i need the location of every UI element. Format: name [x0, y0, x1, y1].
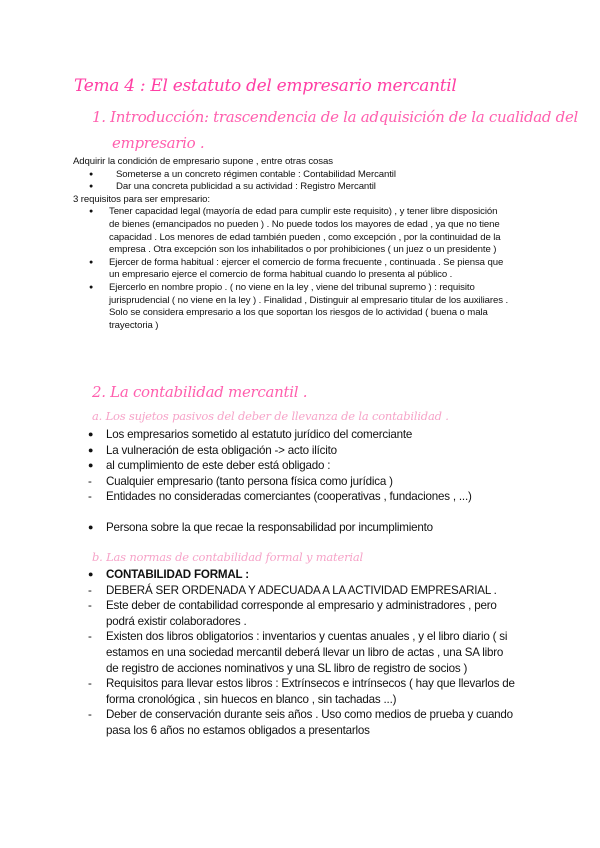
dash-marker: -: [88, 630, 92, 644]
section-2-heading: 2. La contabilidad mercantil .: [92, 383, 308, 401]
bullet-icon: ●: [89, 183, 94, 191]
list-item: ● La vulneración de esta obligación -> acto ilícito: [88, 443, 337, 457]
requirements-list: [89, 206, 509, 332]
intro-text: Adquirir la condición de empresario supone , entre otras cosas: [73, 156, 333, 167]
subsection-b-heading: b. Las normas de contabilidad formal y material: [92, 550, 363, 564]
bullet-icon: ●: [88, 521, 94, 532]
list-item: ● Someterse a un concreto régimen contable : Contabilidad Mercantil: [89, 168, 396, 180]
list-item: ● Tener capacidad legal (mayoría de edad para cumplir este requisito) , y tener libre disposición de bienes (emancipados no pueden ) . No puede todos los mayores de edad , ya que no tiene capacidad . Los menores de edad también pueden , como excepción , por la continuidad de la empresa . Otra excepción son los inhabilitados o por prohibiciones ( un juez o un presidente ): [89, 206, 501, 256]
list-item: ● Los empresarios sometido al estatuto jurídico del comerciante: [88, 428, 413, 441]
formal-accounting-list: [88, 567, 518, 739]
list-item: ● Dar una concreta publicidad a su actividad : Registro Mercantil: [89, 181, 376, 193]
dash-marker: -: [88, 583, 92, 597]
bullet-icon: ●: [89, 283, 94, 291]
bullet-icon: ●: [89, 208, 94, 216]
dash-marker: -: [88, 677, 92, 691]
dash-marker: -: [88, 708, 92, 722]
list-item: - Existen dos libros obligatorios : inventarios y cuentas anuales , y el libro diario ( si estamos en una sociedad mercantil deberá llevar un libro de actas , una SA libro de registro de acciones nominativos y una SL libro de registro de socios ): [88, 630, 508, 675]
dash-marker: -: [88, 599, 92, 613]
consequence-list: [89, 169, 523, 194]
dash-marker: -: [88, 490, 92, 504]
section-1-heading-cont: empresario .: [112, 134, 205, 152]
list-item: ● Persona sobre la que recae la responsabilidad por incumplimiento: [88, 520, 433, 534]
list-item: ● CONTABILIDAD FORMAL :: [88, 568, 249, 581]
section-1-heading: 1. Introducción: trascendencia de la adquisición de la cualidad del: [92, 108, 579, 126]
page-title: Tema 4 : El estatuto del empresario mercantil: [74, 76, 457, 96]
subsection-a-heading: a. Los sujetos pasivos del deber de llevanza de la contabilidad .: [92, 409, 449, 423]
subsection-a-body: [88, 427, 528, 536]
list-item: - Cualquier empresario (tanto persona física como jurídica ): [88, 474, 393, 488]
list-item: - Requisitos para llevar estos libros : Extrínsecos e intrínsecos ( hay que llevarlos de forma cronológica , sin huecos en blanco , sin tachadas ...): [88, 677, 515, 706]
dash-marker: -: [88, 474, 92, 488]
bullet-icon: ●: [89, 170, 94, 178]
list-item: ● Ejercerlo en nombre propio . ( no viene en la ley , viene del tribunal supremo ) : requisito jurisprudencial ( no viene en la ley ) . Finalidad , Distinguir al empresario titular de los auxiliares . Solo se considera empresario a los que soportan los riesgos de lo actividad ( buena o mala trayectoria ): [89, 281, 509, 331]
list-item: ● al cumplimiento de este deber está obligado :: [88, 459, 331, 473]
bullet-icon: ●: [89, 258, 94, 266]
requirements-intro: 3 requisitos para ser empresario:: [73, 193, 210, 205]
list-item: ● Ejercer de forma habitual : ejercer el comercio de forma frecuente , continuada . Se piensa que un empresario ejerce el comercio de forma habitual cuando lo presenta al público .: [89, 256, 504, 281]
subjects-list: [88, 427, 528, 505]
bullet-icon: ●: [88, 460, 94, 471]
bullet-icon: ●: [88, 569, 94, 579]
section-1-body: [73, 156, 523, 332]
bullet-icon: ●: [88, 429, 94, 439]
bullet-icon: ●: [88, 444, 94, 455]
subsection-b-body: [88, 567, 518, 739]
list-item: - DEBERÁ SER ORDENADA Y ADECUADA A LA ACTIVIDAD EMPRESARIAL .: [88, 583, 497, 597]
responsibility-list: [88, 520, 528, 536]
list-item: - Deber de conservación durante seis años . Uso como medios de prueba y cuando pasa los 6 años no estamos obligados a presentarlos: [88, 708, 513, 737]
list-item: - Este deber de contabilidad corresponde al empresario y administradores , pero podrá existir colaboradores .: [88, 599, 497, 628]
list-item: - Entidades no consideradas comerciantes (cooperativas , fundaciones , ...): [88, 490, 472, 504]
